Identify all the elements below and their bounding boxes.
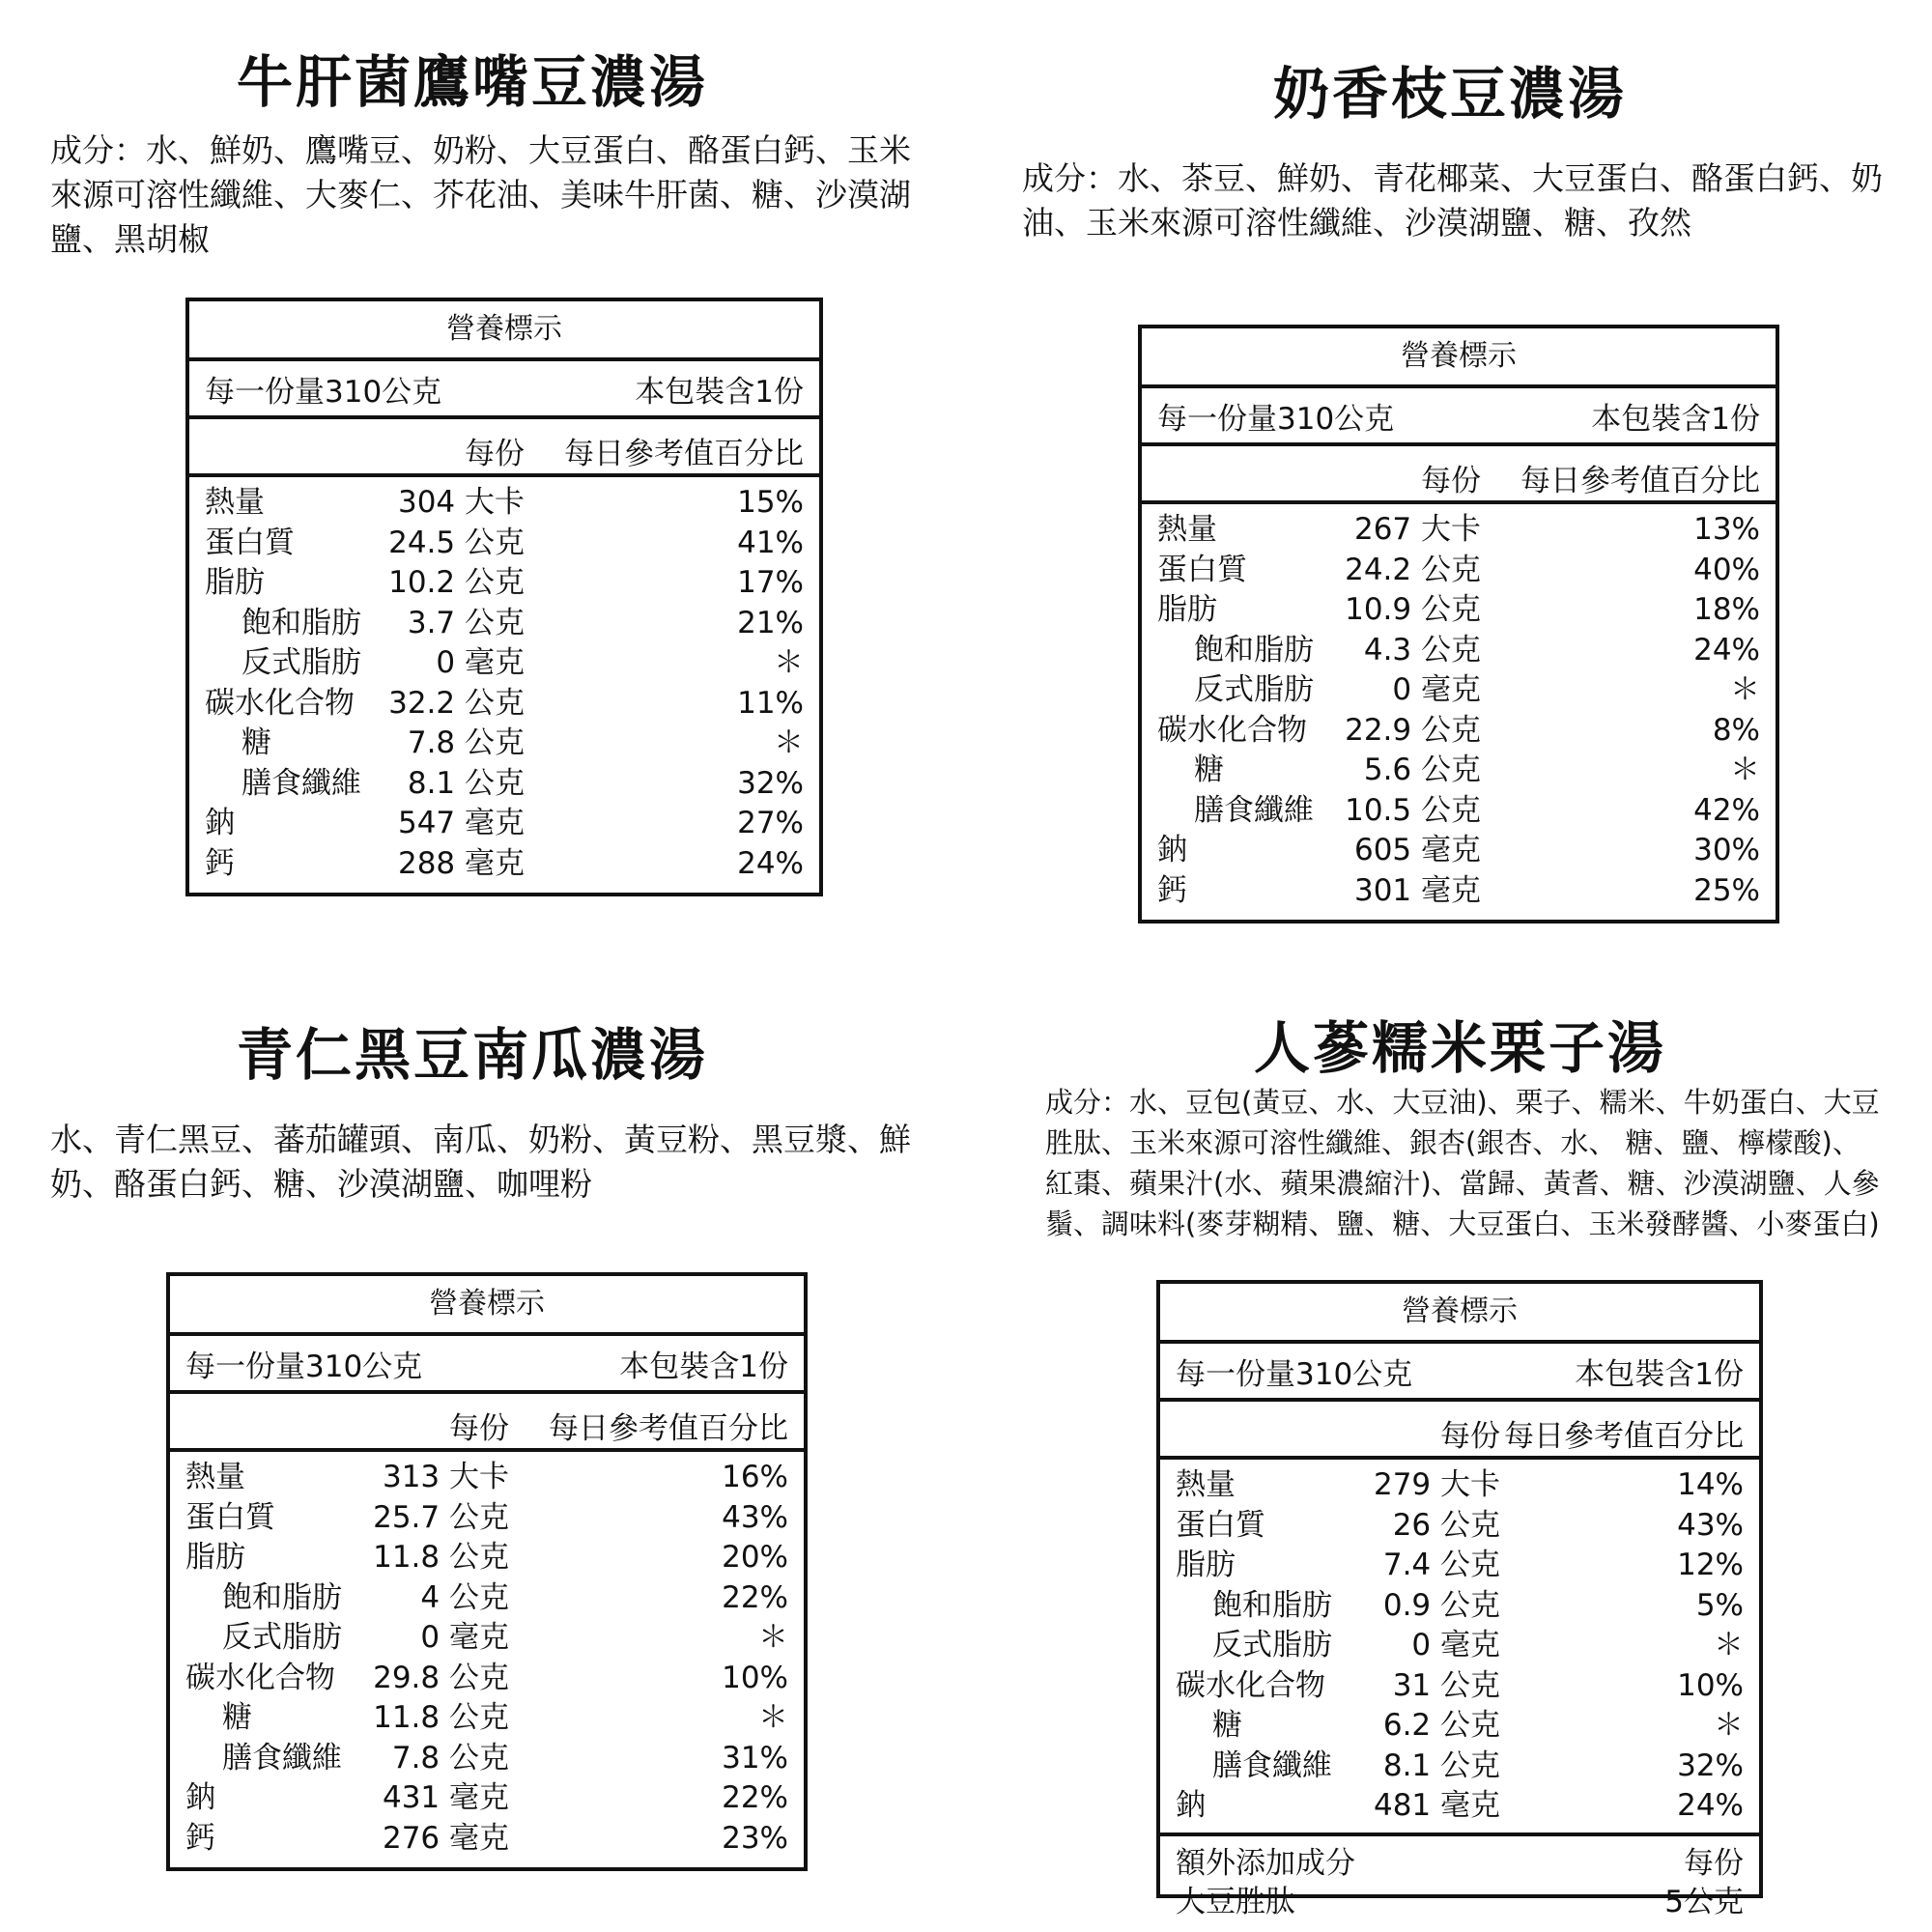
nutrient-name: 熱量 (185, 1460, 245, 1494)
nutrient-daily-value: 10% (1677, 1667, 1744, 1703)
serving-row (1160, 1344, 1759, 1402)
serving-size: 每一份量310公克 (205, 374, 442, 410)
nutrient-name: 脂肪 (185, 1540, 245, 1575)
nutrient-row (1142, 510, 1776, 551)
nutrient-row (170, 1538, 804, 1578)
nutrient-daily-value: 15% (737, 485, 804, 520)
nutrient-name: 膳食纖維 (1212, 1747, 1332, 1783)
extra-col-header: 每份 (1684, 1845, 1744, 1881)
nutrient-amount: 8.1 公克 (1382, 1747, 1500, 1783)
nutrient-amount: 4.3 公克 (1363, 632, 1481, 668)
nutrient-row (1142, 551, 1776, 591)
nutrient-row (170, 1659, 804, 1699)
servings-per-pack: 本包裝含1份 (619, 1349, 788, 1384)
nutrient-amount: 29.8 公克 (373, 1660, 509, 1695)
nutrient-daily-value: 21% (737, 605, 804, 640)
nutrient-name: 飽和脂肪 (242, 605, 361, 640)
nutrient-name: 蛋白質 (1157, 552, 1247, 587)
per-serving-header: 每份 (465, 437, 525, 471)
nutrient-row (170, 1458, 804, 1498)
nutrient-row (189, 764, 819, 805)
nutrient-daily-value: ＊ (758, 1620, 788, 1655)
nutrient-amount: 431 毫克 (382, 1780, 509, 1815)
nutrient-amount: 10.2 公克 (388, 565, 525, 600)
nutrient-daily-value: ＊ (774, 725, 804, 760)
nutrient-rows (1142, 504, 1776, 917)
nutrient-row (170, 1739, 804, 1779)
nutrient-name: 膳食纖維 (242, 765, 361, 801)
nutrient-name: 鈉 (205, 806, 235, 840)
nutrient-daily-value: 42% (1693, 792, 1760, 828)
nutrient-name: 碳水化合物 (1176, 1667, 1325, 1703)
nutrient-amount: 481 毫克 (1373, 1788, 1500, 1823)
servings-per-pack: 本包裝含1份 (1575, 1356, 1744, 1392)
nutrient-row (1142, 871, 1776, 912)
soup-title-1: 牛肝菌鷹嘴豆濃湯 (237, 49, 709, 115)
nutrient-name: 碳水化合物 (185, 1660, 335, 1695)
ingredients-3: 水、青仁黑豆、蕃茄罐頭、南瓜、奶粉、黃豆粉、黑豆漿、鮮奶、酪蛋白鈣、糖、沙漠湖鹽、咖哩粉 (50, 1121, 911, 1203)
nutrient-daily-value: ＊ (1714, 1628, 1744, 1662)
nutrient-name: 鈉 (1157, 833, 1187, 867)
daily-value-header: 每日參考值百分比 (549, 1411, 788, 1446)
nutrient-amount: 267 大卡 (1353, 512, 1481, 547)
nutrient-amount: 605 毫克 (1353, 833, 1481, 867)
nutrient-amount: 301 毫克 (1353, 872, 1481, 908)
nutrient-name: 反式脂肪 (1194, 672, 1314, 707)
ingredients-4: 成分：水、豆包(黃豆、水、大豆油)、栗子、糯米、牛奶蛋白、大豆胜肽、玉米來源可溶性纖維、銀杏(銀杏、水、 糖、鹽、檸檬酸)、紅棗、蘋果汁(水、蘋果濃縮汁)、當歸、黃耆、糖、沙漠湖鹽、人參鬚、調味料(麥芽糊精、鹽、糖、大豆蛋白、玉米發酵醬、小麥蛋白) (1045, 1086, 1880, 1240)
nutrient-row (1142, 711, 1776, 752)
nutrient-daily-value: 25% (1693, 872, 1760, 908)
extra-ingredients (1160, 1833, 1759, 1927)
nutrient-row (189, 804, 819, 844)
nutrient-daily-value: 12% (1677, 1548, 1744, 1582)
nutrient-amount: 0 毫克 (1392, 672, 1481, 707)
nutrient-name: 糖 (1194, 753, 1224, 787)
daily-value-header: 每日參考值百分比 (1504, 1419, 1744, 1454)
nutrient-row (1160, 1786, 1759, 1827)
nutrition-facts-3 (166, 1272, 808, 1871)
nutrient-row (170, 1578, 804, 1619)
nutrition-facts-1 (185, 298, 823, 896)
serving-row (189, 361, 819, 419)
nutrient-amount: 0 毫克 (1411, 1628, 1500, 1662)
serving-row (170, 1336, 804, 1394)
nutrient-daily-value: 17% (737, 565, 804, 600)
nutrient-daily-value: 24% (1677, 1788, 1744, 1823)
nutrient-row (1160, 1506, 1759, 1547)
soup-title-2: 奶香枝豆濃湯 (1273, 61, 1628, 127)
nutrient-name: 飽和脂肪 (1194, 632, 1314, 668)
nutrient-rows (1160, 1460, 1759, 1833)
column-headers (1160, 1402, 1759, 1460)
nutrient-amount: 22.9 公克 (1345, 712, 1481, 748)
nutrition-header: 營養標示 (1142, 328, 1776, 388)
nutrient-daily-value: 27% (737, 806, 804, 840)
nutrient-name: 飽和脂肪 (222, 1579, 342, 1615)
nutrient-row (1142, 831, 1776, 871)
nutrient-name: 鈉 (185, 1780, 215, 1815)
nutrient-amount: 10.5 公克 (1345, 792, 1481, 828)
nutrition-header: 營養標示 (1160, 1284, 1759, 1344)
nutrient-row (170, 1819, 804, 1860)
nutrient-row (189, 643, 819, 684)
nutrient-row (1142, 791, 1776, 832)
nutrient-amount: 0 毫克 (420, 1620, 509, 1655)
nutrient-amount: 276 毫克 (382, 1820, 509, 1856)
nutrient-daily-value: 31% (722, 1740, 788, 1776)
nutrient-amount: 11.8 公克 (373, 1700, 509, 1735)
nutrient-amount: 304 大卡 (397, 485, 525, 520)
nutrient-daily-value: 13% (1693, 512, 1760, 547)
nutrient-name: 蛋白質 (185, 1499, 275, 1535)
extra-label: 額外添加成分 (1176, 1845, 1355, 1881)
nutrient-row (1142, 590, 1776, 631)
nutrient-row (1142, 751, 1776, 791)
nutrient-daily-value: 40% (1693, 552, 1760, 587)
nutrient-name: 熱量 (1176, 1467, 1236, 1502)
nutrient-name: 反式脂肪 (222, 1620, 342, 1655)
nutrient-amount: 7.8 公克 (391, 1740, 509, 1776)
nutrient-row (189, 563, 819, 604)
nutrient-amount: 31 公克 (1392, 1667, 1500, 1703)
nutrient-daily-value: 41% (737, 525, 804, 560)
nutrient-row (1160, 1747, 1759, 1787)
nutrient-daily-value: ＊ (1730, 753, 1760, 787)
nutrient-daily-value: 24% (1693, 632, 1760, 668)
servings-per-pack: 本包裝含1份 (635, 374, 804, 410)
nutrient-daily-value: ＊ (1730, 672, 1760, 707)
nutrient-daily-value: 22% (722, 1579, 788, 1615)
nutrient-daily-value: 8% (1712, 712, 1760, 748)
nutrient-name: 碳水化合物 (1157, 712, 1307, 748)
nutrient-amount: 3.7 公克 (407, 605, 525, 640)
nutrition-header: 營養標示 (170, 1276, 804, 1336)
nutrient-name: 膳食纖維 (1194, 792, 1314, 828)
nutrient-rows (170, 1452, 804, 1864)
nutrient-row (1142, 631, 1776, 671)
column-headers (189, 419, 819, 477)
nutrient-amount: 547 毫克 (397, 806, 525, 840)
nutrient-row (189, 483, 819, 524)
serving-row (1142, 388, 1776, 446)
nutrient-row (189, 604, 819, 644)
nutrient-row (189, 524, 819, 564)
nutrient-daily-value: 32% (1677, 1747, 1744, 1783)
nutrient-name: 飽和脂肪 (1212, 1587, 1332, 1623)
extra-item: 大豆胜肽 (1176, 1884, 1295, 1919)
nutrient-row (170, 1618, 804, 1659)
serving-size: 每一份量310公克 (1176, 1356, 1413, 1392)
nutrient-amount: 288 毫克 (397, 845, 525, 881)
nutrient-amount: 5.6 公克 (1363, 753, 1481, 787)
nutrient-row (170, 1698, 804, 1739)
nutrition-facts-4 (1156, 1280, 1763, 1919)
nutrient-daily-value: 10% (722, 1660, 788, 1695)
nutrient-rows (189, 477, 819, 890)
nutrient-row (1160, 1706, 1759, 1747)
nutrient-name: 糖 (1212, 1708, 1242, 1743)
nutrient-amount: 4 公克 (420, 1579, 509, 1615)
nutrient-name: 熱量 (205, 485, 265, 520)
soup-title-4: 人蔘糯米栗子湯 (1254, 1015, 1667, 1081)
nutrient-daily-value: ＊ (774, 645, 804, 680)
nutrient-daily-value: 43% (722, 1499, 788, 1535)
nutrient-daily-value: 18% (1693, 592, 1760, 627)
daily-value-header: 每日參考值百分比 (564, 437, 804, 471)
nutrient-row (170, 1498, 804, 1539)
nutrient-amount: 7.8 公克 (407, 725, 525, 760)
nutrient-amount: 0 毫克 (436, 645, 525, 680)
nutrient-daily-value: 11% (737, 685, 804, 721)
nutrient-daily-value: 20% (722, 1540, 788, 1575)
nutrient-daily-value: 32% (737, 765, 804, 801)
nutrient-name: 碳水化合物 (205, 685, 355, 721)
nutrient-amount: 279 大卡 (1373, 1467, 1500, 1502)
nutrient-name: 反式脂肪 (242, 645, 361, 680)
nutrient-name: 膳食纖維 (222, 1740, 342, 1776)
nutrient-name: 脂肪 (1157, 592, 1217, 627)
nutrient-amount: 0.9 公克 (1382, 1587, 1500, 1623)
nutrient-daily-value: 23% (722, 1820, 788, 1856)
nutrient-row (189, 724, 819, 764)
nutrient-daily-value: 24% (737, 845, 804, 881)
per-serving-header: 每份 (1421, 464, 1481, 498)
nutrient-name: 鈣 (205, 845, 235, 881)
nutrient-amount: 25.7 公克 (373, 1499, 509, 1535)
daily-value-header: 每日參考值百分比 (1520, 464, 1760, 498)
serving-size: 每一份量310公克 (1157, 401, 1395, 437)
nutrient-name: 糖 (242, 725, 271, 760)
nutrient-daily-value: 30% (1693, 833, 1760, 867)
serving-size: 每一份量310公克 (185, 1349, 423, 1384)
extra-value: 5公克 (1664, 1884, 1744, 1919)
nutrient-name: 脂肪 (1176, 1548, 1236, 1582)
nutrient-name: 糖 (222, 1700, 252, 1735)
nutrition-facts-2 (1138, 325, 1779, 923)
nutrient-amount: 24.5 公克 (388, 525, 525, 560)
nutrient-name: 蛋白質 (205, 525, 295, 560)
ingredients-1: 成分：水、鮮奶、鷹嘴豆、奶粉、大豆蛋白、酪蛋白鈣、玉米來源可溶性纖維、大麥仁、芥花油、美味牛肝菌、糖、沙漠湖鹽、黑胡椒 (50, 131, 911, 258)
nutrient-name: 脂肪 (205, 565, 265, 600)
nutrient-name: 蛋白質 (1176, 1507, 1265, 1543)
nutrient-amount: 6.2 公克 (1382, 1708, 1500, 1743)
nutrient-daily-value: 16% (722, 1460, 788, 1494)
nutrition-header: 營養標示 (189, 301, 819, 361)
nutrient-amount: 24.2 公克 (1345, 552, 1481, 587)
nutrient-row (1160, 1546, 1759, 1586)
nutrient-daily-value: 14% (1677, 1467, 1744, 1502)
nutrient-row (170, 1778, 804, 1819)
nutrient-name: 熱量 (1157, 512, 1217, 547)
nutrient-daily-value: ＊ (1714, 1708, 1744, 1743)
nutrient-row (1142, 670, 1776, 711)
column-headers (170, 1394, 804, 1452)
nutrient-daily-value: 5% (1695, 1587, 1744, 1623)
nutrient-row (189, 684, 819, 724)
ingredients-2: 成分：水、茶豆、鮮奶、青花椰菜、大豆蛋白、酪蛋白鈣、奶油、玉米來源可溶性纖維、沙漠湖鹽、糖、孜然 (1022, 159, 1883, 242)
nutrient-daily-value: 43% (1677, 1507, 1744, 1543)
nutrient-amount: 7.4 公克 (1382, 1548, 1500, 1582)
nutrient-amount: 11.8 公克 (373, 1540, 509, 1575)
nutrient-row (189, 844, 819, 885)
nutrient-name: 鈉 (1176, 1788, 1206, 1823)
nutrient-row (1160, 1666, 1759, 1707)
nutrient-amount: 26 公克 (1392, 1507, 1500, 1543)
nutrient-name: 鈣 (1157, 872, 1187, 908)
per-serving-header: 每份 (449, 1411, 509, 1446)
nutrient-amount: 313 大卡 (382, 1460, 509, 1494)
servings-per-pack: 本包裝含1份 (1591, 401, 1760, 437)
nutrient-row (1160, 1586, 1759, 1627)
nutrient-name: 反式脂肪 (1212, 1628, 1332, 1662)
nutrient-row (1160, 1465, 1759, 1506)
column-headers (1142, 446, 1776, 504)
nutrient-name: 鈣 (185, 1820, 215, 1856)
nutrient-amount: 10.9 公克 (1345, 592, 1481, 627)
per-serving-header: 每份 (1440, 1419, 1500, 1454)
nutrient-daily-value: ＊ (758, 1700, 788, 1735)
nutrient-daily-value: 22% (722, 1780, 788, 1815)
nutrient-amount: 32.2 公克 (388, 685, 525, 721)
soup-title-3: 青仁黑豆南瓜濃湯 (237, 1022, 709, 1088)
nutrient-amount: 8.1 公克 (407, 765, 525, 801)
nutrient-row (1160, 1626, 1759, 1666)
